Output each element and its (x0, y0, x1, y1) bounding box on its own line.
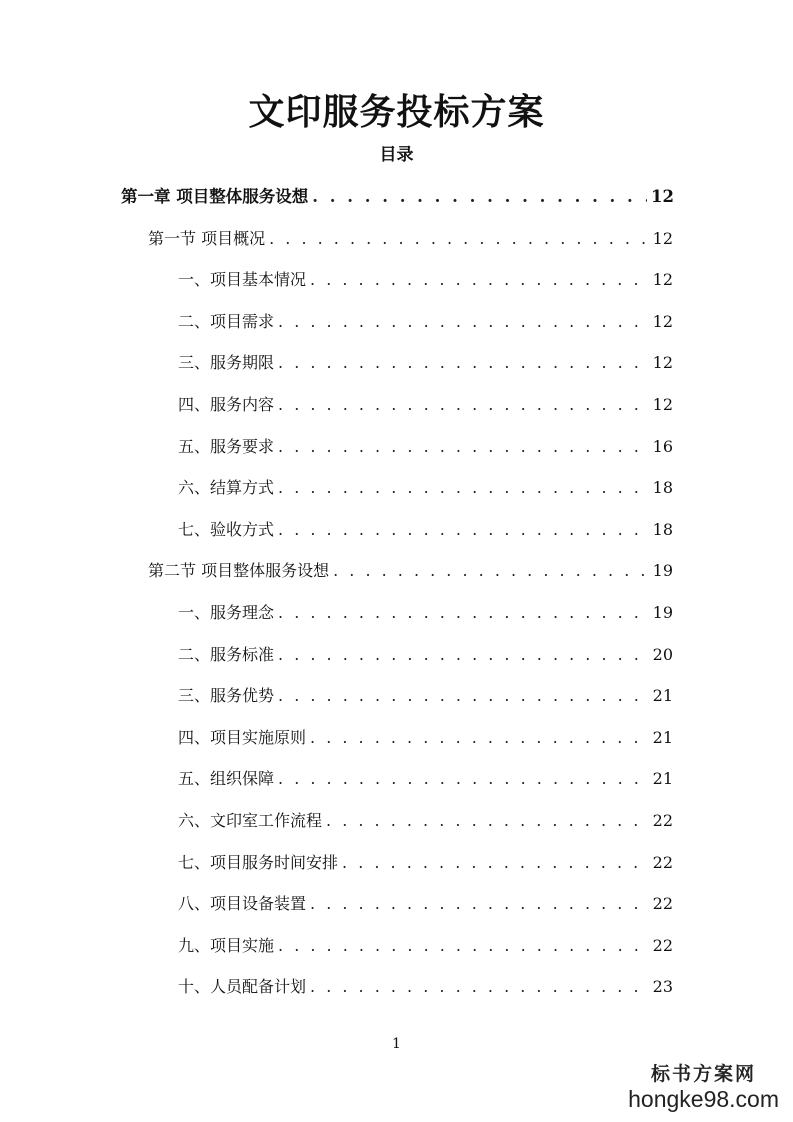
toc-entry-page: 22 (652, 853, 673, 872)
toc-entry[interactable] (121, 182, 673, 208)
toc-entry-page: 22 (652, 936, 673, 955)
toc-entry-page: 12 (652, 312, 673, 331)
toc-entry-page: 18 (652, 520, 673, 539)
toc-entry-label: 六、文印室工作流程 (178, 811, 323, 830)
toc-entry-page: 12 (651, 187, 674, 206)
toc-entry-label: 二、服务标准 (178, 645, 275, 664)
toc-entry[interactable] (178, 972, 673, 998)
toc-entry[interactable] (178, 889, 673, 915)
toc-dot-leader (278, 644, 647, 666)
toc-entry-page: 21 (652, 686, 673, 705)
toc-entry-label: 九、项目实施 (178, 936, 275, 955)
toc-entry[interactable] (178, 848, 673, 874)
page-number: 1 (392, 1036, 401, 1052)
toc-entry-page: 21 (652, 728, 673, 747)
toc-entry[interactable] (178, 432, 673, 458)
toc-entry-page: 12 (652, 395, 673, 414)
toc-dot-leader (310, 269, 647, 291)
toc-entry[interactable] (178, 265, 673, 291)
toc-dot-leader (278, 935, 647, 957)
toc-entry-label: 四、服务内容 (178, 395, 275, 414)
toc-entry-label: 第二节 项目整体服务设想 (148, 561, 330, 580)
toc-entry-label: 十、人员配备计划 (178, 977, 307, 996)
toc-heading: 目录 (379, 145, 414, 165)
toc-entry-page: 19 (652, 561, 673, 580)
toc-entry[interactable] (148, 224, 673, 250)
toc-entry-label: 二、项目需求 (178, 312, 275, 331)
toc-entry-page: 12 (652, 353, 673, 372)
toc-entry-page: 23 (652, 977, 673, 996)
toc-dot-leader (278, 685, 647, 707)
toc-entry-page: 22 (652, 894, 673, 913)
toc-dot-leader (326, 810, 647, 832)
toc-entry[interactable] (178, 473, 673, 499)
toc-entry[interactable] (178, 598, 673, 624)
toc-dot-leader (278, 394, 647, 416)
toc-entry-label: 三、服务优势 (178, 686, 275, 705)
toc-dot-leader (278, 311, 647, 333)
toc-entry-label: 第一节 项目概况 (148, 229, 266, 248)
watermark (628, 1062, 779, 1112)
toc-entry[interactable] (178, 348, 673, 374)
toc-entry[interactable] (178, 390, 673, 416)
toc-entry[interactable] (178, 515, 673, 541)
watermark-site-name: 标书方案网 (651, 1063, 757, 1085)
document-title: 文印服务投标方案 (248, 91, 545, 133)
toc-dot-leader (278, 602, 647, 624)
toc-dot-leader (278, 436, 647, 458)
toc-entry-label: 一、项目基本情况 (178, 270, 307, 289)
toc-dot-leader (310, 976, 647, 998)
toc-entry-page: 18 (652, 478, 673, 497)
toc-dot-leader (333, 560, 647, 582)
toc-dot-leader (269, 228, 647, 250)
toc-entry-label: 四、项目实施原则 (178, 728, 307, 747)
watermark-url: hongke98.com (628, 1086, 779, 1112)
toc-entry-page: 22 (652, 811, 673, 830)
toc-entry-label: 五、组织保障 (178, 769, 275, 788)
toc-entry-page: 12 (652, 229, 673, 248)
toc-entry-page: 12 (652, 270, 673, 289)
toc-entry-label: 第一章 项目整体服务设想 (121, 187, 309, 206)
toc-entry-label: 八、项目设备装置 (178, 894, 307, 913)
toc-dot-leader (278, 477, 647, 499)
toc-entry[interactable] (148, 556, 673, 582)
toc-entry[interactable] (178, 931, 673, 957)
toc-entry[interactable] (178, 307, 673, 333)
toc-entry-label: 七、验收方式 (178, 520, 275, 539)
toc-entry-label: 五、服务要求 (178, 437, 275, 456)
toc-dot-leader (278, 519, 647, 541)
toc-entry[interactable] (178, 723, 673, 749)
toc-entry-label: 七、项目服务时间安排 (178, 853, 339, 872)
toc-entry[interactable] (178, 640, 673, 666)
toc-entry-label: 一、服务理念 (178, 603, 275, 622)
toc-dot-leader (278, 768, 647, 790)
toc-entry[interactable] (178, 806, 673, 832)
toc-dot-leader (310, 727, 647, 749)
toc-dot-leader (312, 186, 647, 208)
toc-dot-leader (342, 852, 647, 874)
toc-entry-page: 21 (652, 769, 673, 788)
toc-entry-page: 19 (652, 603, 673, 622)
toc-entry[interactable] (178, 764, 673, 790)
toc-dot-leader (278, 352, 647, 374)
toc-entry-page: 20 (652, 645, 673, 664)
toc-entry-page: 16 (652, 437, 673, 456)
toc-entry-label: 六、结算方式 (178, 478, 275, 497)
toc-entry[interactable] (178, 681, 673, 707)
toc-dot-leader (310, 893, 647, 915)
toc-entry-label: 三、服务期限 (178, 353, 275, 372)
